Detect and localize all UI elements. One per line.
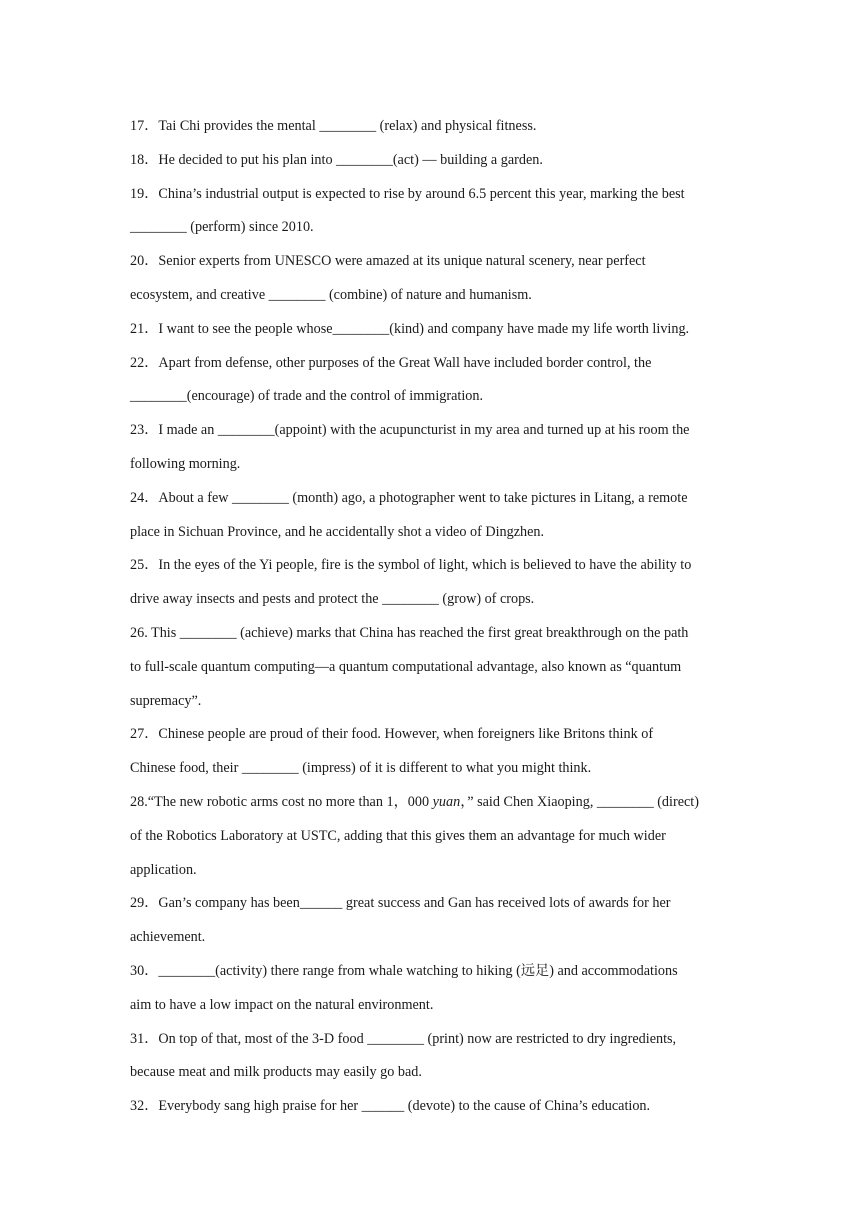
text-line: Chinese food, their ________ (impress) of it is different to what you might think.	[130, 760, 592, 777]
text-line: 25．In the eyes of the Yi people, fire is the symbol of light, which is believed to have the ability to	[130, 557, 692, 574]
text-line: achievement.	[130, 929, 206, 946]
text-line: 32．Everybody sang high praise for her ______ (devote) to the cause of China’s education.	[130, 1098, 651, 1115]
text-line	[130, 786, 742, 820]
text-line: 19．China’s industrial output is expected to rise by around 6.5 percent this year, marking the best	[130, 185, 685, 202]
text-line: ________ (perform) since 2010.	[130, 219, 314, 236]
text-line: ecosystem, and creative ________ (combine) of nature and humanism.	[130, 286, 532, 303]
text-line: 23．I made an ________(appoint) with the acupuncturist in my area and turned up at his room the	[130, 422, 690, 439]
text-line: supremacy”.	[130, 692, 202, 709]
exercise-list	[130, 110, 742, 1124]
text-line: 30．________(activity) there range from whale watching to hiking (远足) and accommodations	[130, 962, 678, 979]
line-pre: 28.“The new robotic arms cost no more than 1，000	[130, 793, 433, 810]
text-line: 22．Apart from defense, other purposes of the Great Wall have included border control, the	[130, 354, 652, 371]
text-line: drive away insects and pests and protect the ________ (grow) of crops.	[130, 591, 535, 608]
text-line: 24．About a few ________ (month) ago, a photographer went to take pictures in Litang, a remote	[130, 489, 688, 506]
text-line: 20．Senior experts from UNESCO were amazed at its unique natural scenery, near perfect	[130, 253, 646, 270]
text-line: place in Sichuan Province, and he accidentally shot a video of Dingzhen.	[130, 523, 545, 540]
text-line: 31．On top of that, most of the 3-D food ________ (print) now are restricted to dry ingredients,	[130, 1030, 677, 1047]
text-line: 17．Tai Chi provides the mental ________ (relax) and physical fitness.	[130, 118, 537, 134]
text-line: ________(encourage) of trade and the control of immigration.	[130, 388, 483, 405]
text-line: 21．I want to see the people whose________(kind) and company have made my life worth living.	[130, 320, 690, 337]
italic-word: yuan	[432, 793, 461, 810]
text-line: of the Robotics Laboratory at USTC, adding that this gives them an advantage for much wider	[130, 827, 666, 844]
text-line: 27．Chinese people are proud of their food. However, when foreigners like Britons think of	[130, 726, 654, 743]
text-line: aim to have a low impact on the natural environment.	[130, 996, 434, 1013]
text-line: 18．He decided to put his plan into ________(act) — building a garden.	[130, 151, 543, 168]
text-line: application.	[130, 861, 197, 878]
line-post: ，” said Chen Xiaoping, ________ (direct)	[460, 793, 699, 810]
text-line: 29．Gan’s company has been______ great success and Gan has received lots of awards for her	[130, 895, 671, 912]
text-line: to full-scale quantum computing—a quantum computational advantage, also known as “quantum	[130, 658, 682, 675]
text-line: because meat and milk products may easily go bad.	[130, 1064, 422, 1081]
text-line: following morning.	[130, 455, 241, 472]
text-line: 26. This ________ (achieve) marks that China has reached the first great breakthrough on the path	[130, 624, 689, 641]
